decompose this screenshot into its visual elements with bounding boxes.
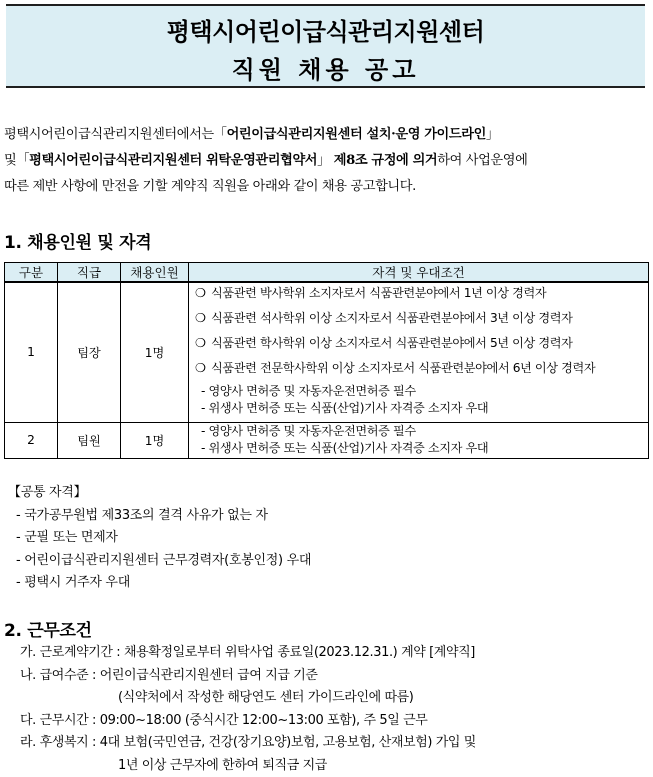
condition-salary-note: (식약처에서 작성한 해당연도 센터 가이드라인에 따름)	[20, 687, 476, 710]
recruit-table	[4, 262, 649, 459]
circle-bullet-icon: ❍	[195, 308, 211, 328]
header-count: 채용인원	[121, 263, 189, 283]
row-qualification	[189, 422, 649, 458]
intro-text: 평택시어린이급식관리지원센터에서는「	[4, 127, 227, 142]
title-line-1: 평택시어린이급식관리지원센터	[6, 12, 645, 47]
list-item: - 어린이급식관리지원센터 근무경력자(호봉인정) 우대	[8, 550, 311, 573]
intro-text: 」	[317, 153, 330, 168]
requirement-list	[189, 283, 648, 383]
intro-line-3: 따른 제반 사항에 만전을 기할 계약직 직원을 아래와 같이 채용 공고합니다.	[4, 174, 649, 200]
row-count: 1명	[121, 282, 189, 422]
header-no: 구분	[5, 263, 58, 283]
common-heading: 【공통 자격】	[8, 482, 311, 505]
work-conditions	[20, 642, 476, 777]
title-line-2: 직원 채용 공고	[6, 50, 645, 85]
circle-bullet-icon: ❍	[195, 333, 211, 353]
intro-text: 」	[486, 127, 499, 142]
section-1-heading: 1. 채용인원 및 자격	[4, 228, 151, 253]
table-row	[5, 422, 649, 458]
condition-hours: 다. 근무시간 : 09:00~18:00 (중식시간 12:00~13:00 포함), 주 5일 근무	[20, 710, 476, 733]
intro-line-1	[4, 122, 649, 148]
list-item	[189, 308, 648, 333]
section-2-heading: 2. 근무조건	[4, 616, 92, 641]
circle-bullet-icon: ❍	[195, 358, 211, 378]
condition-text: - 영양사 면허증 및 자동자운전면허증 필수	[189, 423, 648, 440]
intro-paragraph	[4, 122, 649, 200]
condition-text: - 위생사 면허증 또는 식품(산업)기사 자격증 소지자 우대	[189, 400, 648, 417]
requirement-text: 식품관련 전문학사학위 이상 소지자로서 식품관련분야에서 6년 이상 경력자	[211, 361, 595, 375]
header-qualification: 자격 및 우대조건	[189, 263, 649, 283]
intro-line-2	[4, 148, 649, 174]
list-item: - 군필 또는 면제자	[8, 527, 311, 550]
intro-text: 및「	[4, 153, 29, 168]
condition-salary: 나. 급여수준 : 어린이급식관리지원센터 급여 지급 기준	[20, 665, 476, 688]
list-item	[189, 358, 648, 383]
condition-welfare: 라. 후생복지 : 4대 보험(국민연금, 건강(장기요양)보험, 고용보험, 산재보험) 가입 및	[20, 732, 476, 755]
row-no: 1	[5, 282, 58, 422]
intro-article: 제8조 규정에 의거	[334, 153, 438, 168]
row-no: 2	[5, 422, 58, 458]
condition-text: - 영양사 면허증 및 자동자운전면허증 필수	[189, 383, 648, 400]
row-rank: 팀장	[58, 282, 121, 422]
list-item: - 국가공무원법 제33조의 결격 사유가 없는 자	[8, 505, 311, 528]
requirement-text: 식품관련 학사학위 이상 소지자로서 식품관련분야에서 5년 이상 경력자	[211, 336, 573, 350]
requirement-text: 식품관련 석사학위 이상 소지자로서 식품관련분야에서 3년 이상 경력자	[211, 311, 573, 325]
requirement-text: 식품관련 박사학위 소지자로서 식품관련분야에서 1년 이상 경력자	[211, 286, 546, 300]
table-row	[5, 282, 649, 422]
list-item: - 평택시 거주자 우대	[8, 572, 311, 595]
row-qualification	[189, 282, 649, 422]
circle-bullet-icon: ❍	[195, 283, 211, 303]
list-item	[189, 333, 648, 358]
condition-welfare-note: 1년 이상 근무자에 한하여 퇴직금 지급	[20, 755, 476, 777]
common-qualifications	[8, 482, 311, 595]
row-count: 1명	[121, 422, 189, 458]
intro-agreement-name: 평택시어린이급식관리지원센터 위탁운영관리협약서	[29, 153, 317, 168]
header-rank: 직급	[58, 263, 121, 283]
condition-text: - 위생사 면허증 또는 식품(산업)기사 자격증 소지자 우대	[189, 440, 648, 457]
row-rank: 팀원	[58, 422, 121, 458]
intro-guideline-name: 어린이급식관리지원센터 설치·운영 가이드라인	[227, 127, 486, 142]
list-item	[189, 283, 648, 308]
condition-contract: 가. 근로계약기간 : 채용확정일로부터 위탁사업 종료일(2023.12.31.) 계약 [계약직]	[20, 642, 476, 665]
table-header-row	[5, 263, 649, 283]
title-banner	[6, 4, 645, 88]
intro-text: 하여 사업운영에	[437, 153, 527, 168]
